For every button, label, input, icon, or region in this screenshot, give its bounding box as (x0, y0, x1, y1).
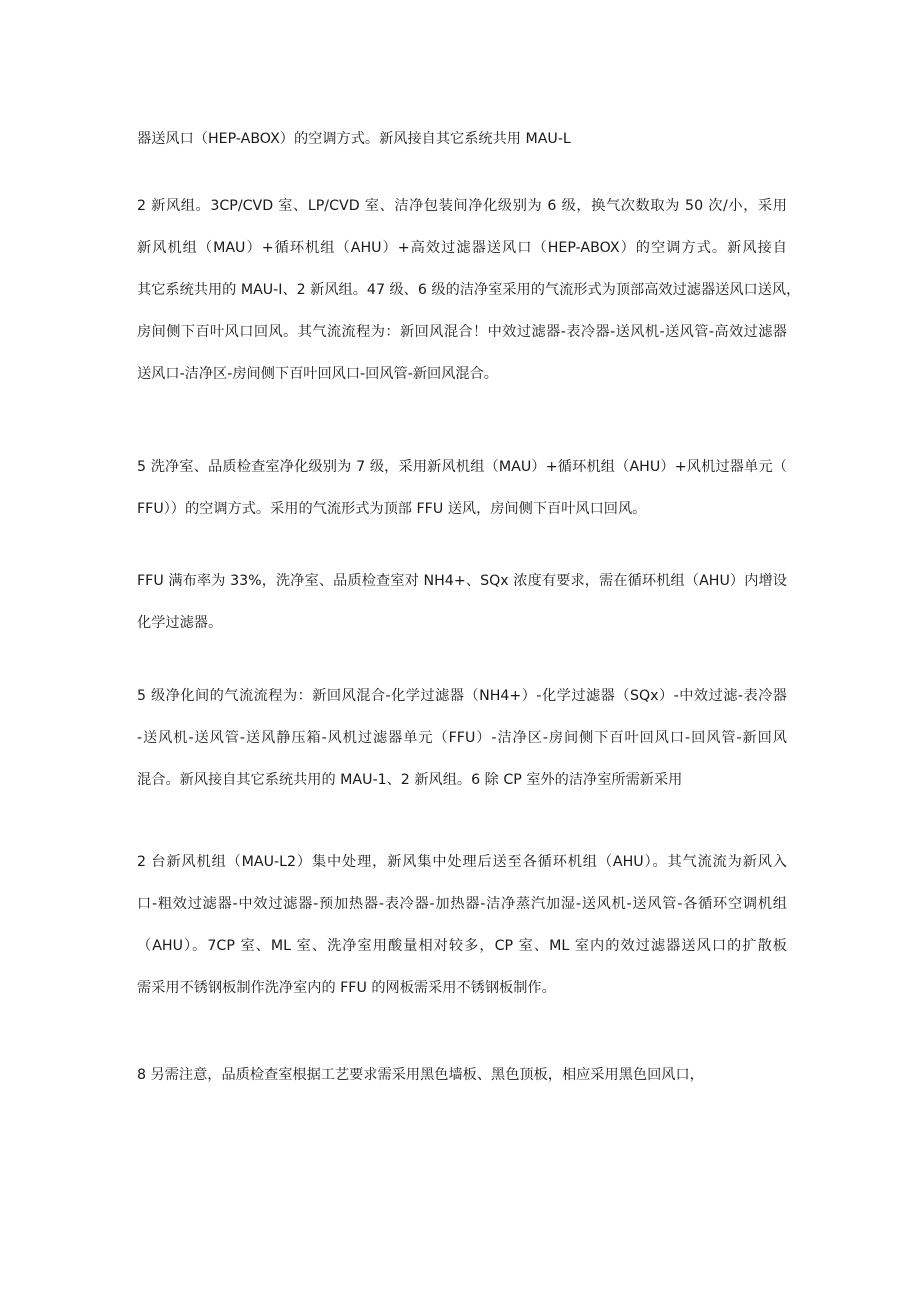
paragraph-1 (137, 129, 787, 171)
text-line: 房间侧下百叶风口回风。其气流流程为：新回风混合！中效过滤器-表冷器-送风机-送风管-高效过滤器 (137, 324, 787, 340)
text-line: 其它系统共用的 MAU-I、2 新风组。47 级、6 级的洁净室采用的气流形式为顶部高效过滤器送风口送风， (137, 282, 801, 298)
paragraph-6 (137, 852, 787, 1020)
text-line: 需采用不锈钢板制作洗净室内的 FFU 的网板需采用不锈钢板制作。 (137, 980, 556, 996)
text-line: 口-粗效过滤器-中效过滤器-预加热器-表冷器-加热器-洁净蒸汽加湿-送风机-送风管-各循环空调机组 (137, 896, 787, 912)
text-line: 5 级净化间的气流流程为：新回风混合-化学过滤器（NH4+）-化学过滤器（SQx）-中效过滤-表冷器 (137, 688, 787, 704)
paragraph-2 (137, 196, 801, 406)
text-line: 器送风口（HEP-ABOX）的空调方式。新风接自其它系统共用 MAU-L (137, 131, 571, 147)
text-line: -送风机-送风管-送风静压箱-风机过滤器单元（FFU）-洁净区-房间侧下百叶回风口-回风管-新回风 (137, 730, 787, 746)
paragraph-7 (137, 1065, 787, 1107)
text-line: 5 洗净室、品质检查室净化级别为 7 级，采用新风机组（MAU）+循环机组（AHU）+风机过器单元（ (137, 459, 787, 475)
text-line: 2 新风组。3CP/CVD 室、LP/CVD 室、洁净包装间净化级别为 6 级，换气次数取为 50 次/小，采用 (137, 198, 787, 214)
text-line: 混合。新风接自其它系统共用的 MAU-1、2 新风组。6 除 CP 室外的洁净室所需新采用 (137, 772, 683, 788)
text-line: 送风口-洁净区-房间侧下百叶回风口-回风管-新回风混合。 (137, 366, 498, 382)
text-line: FFU））的空调方式。采用的气流形式为顶部 FFU 送风，房间侧下百叶风口回风。 (137, 501, 647, 517)
paragraph-4 (137, 571, 787, 655)
text-line: 新风机组（MAU）+循环机组（AHU）+高效过滤器送风口（HEP-ABOX）的空调方式。新风接自 (137, 240, 787, 256)
text-line: （AHU）。7CP 室、ML 室、洗净室用酸量相对较多，CP 室、ML 室内的效过滤器送风口的扩散板 (137, 938, 787, 954)
text-line: 化学过滤器。 (137, 615, 223, 631)
paragraph-3 (137, 457, 787, 541)
text-line: 2 台新风机组（MAU-L2）集中处理，新风集中处理后送至各循环机组（AHU）。其气流流为新风入 (137, 854, 787, 870)
text-line: 8 另需注意，品质检查室根据工艺要求需采用黑色墙板、黑色顶板，相应采用黑色回风口， (137, 1067, 704, 1083)
text-line: FFU 满布率为 33%，洗净室、品质检查室对 NH4+、SQx 浓度有要求，需在循环机组（AHU）内增设 (137, 573, 787, 589)
paragraph-5 (137, 686, 787, 812)
